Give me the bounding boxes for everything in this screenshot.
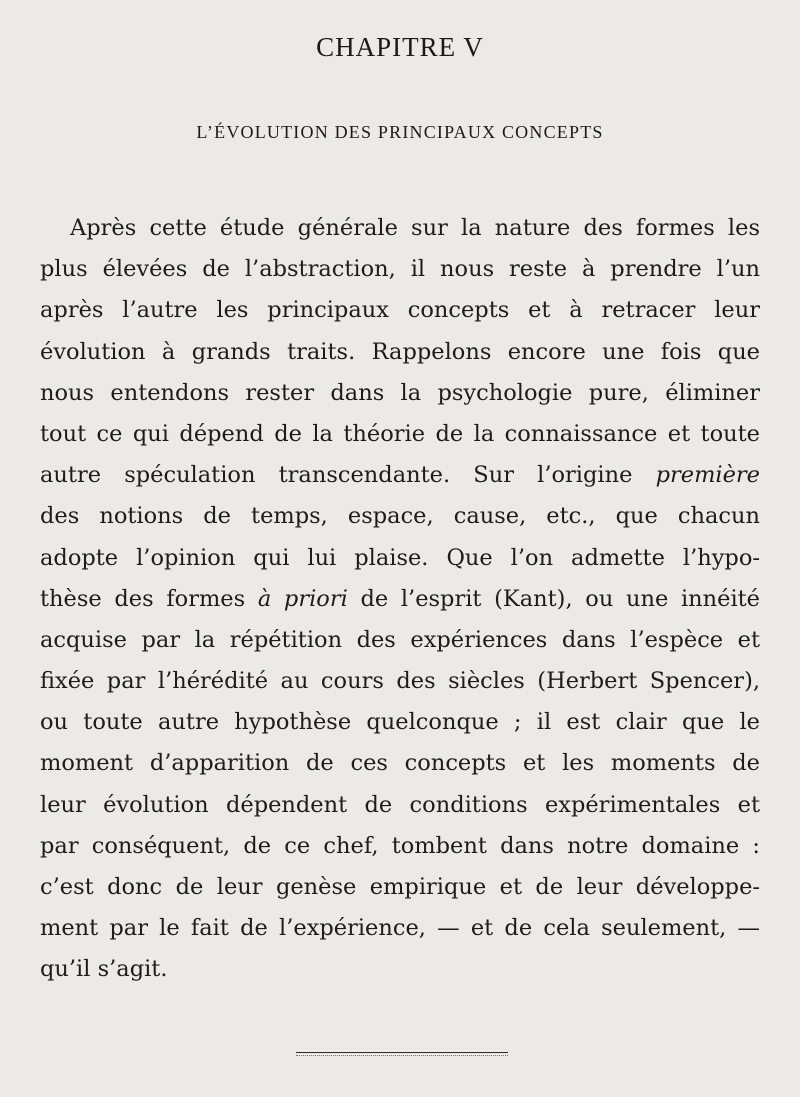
text-line: moment d’apparition de ces concepts et les moments de [40, 750, 760, 777]
text-line: évolution à grands traits. Rappelons encore une fois que [40, 338, 760, 365]
text-line: c’est donc de leur genèse empirique et de leur développe- [40, 874, 760, 900]
text-line: leur évolution dépendent de conditions expérimentales et [40, 791, 760, 818]
text-line: fixée par l’hérédité au cours des siècles (Herbert Spencer), [40, 668, 760, 695]
italic-word: à priori [257, 585, 348, 612]
text-line: des notions de temps, espace, cause, etc., que chacun [40, 503, 760, 530]
text-line: Après cette étude générale sur la nature des formes les [70, 215, 760, 241]
text-line: tout ce qui dépend de la théorie de la connaissance et toute [40, 420, 760, 447]
text-line: ment par le fait de l’expérience, — et de cela seulement, — [40, 915, 760, 942]
text-line: thèse des formes à priori de l’esprit (Kant), ou une innéité [40, 585, 760, 612]
text-line: qu’il s’agit. [40, 956, 168, 983]
text-line: plus élevées de l’abstraction, il nous reste à prendre l’un [40, 256, 760, 283]
chapter-number: CHAPITRE V [316, 32, 484, 62]
text-line: après l’autre les principaux concepts et à retracer leur [40, 297, 760, 324]
text-line: nous entendons rester dans la psychologie pure, éliminer [40, 379, 760, 406]
italic-word: première [655, 462, 760, 489]
text-line: autre spéculation transcendante. Sur l’origine première [40, 462, 760, 489]
text-line: adopte l’opinion qui lui plaise. Que l’on admette l’hypo- [40, 544, 760, 571]
chapter-title: L’ÉVOLUTION DES PRINCIPAUX CONCEPTS [196, 122, 604, 142]
text-line: acquise par la répétition des expériences dans l’espèce et [40, 626, 760, 653]
section-divider-rule [296, 1052, 508, 1053]
text-line: par conséquent, de ce chef, tombent dans notre domaine : [40, 832, 760, 859]
chapter-body [40, 208, 760, 991]
text-line: ou toute autre hypothèse quelconque ; il est clair que le [40, 709, 760, 736]
